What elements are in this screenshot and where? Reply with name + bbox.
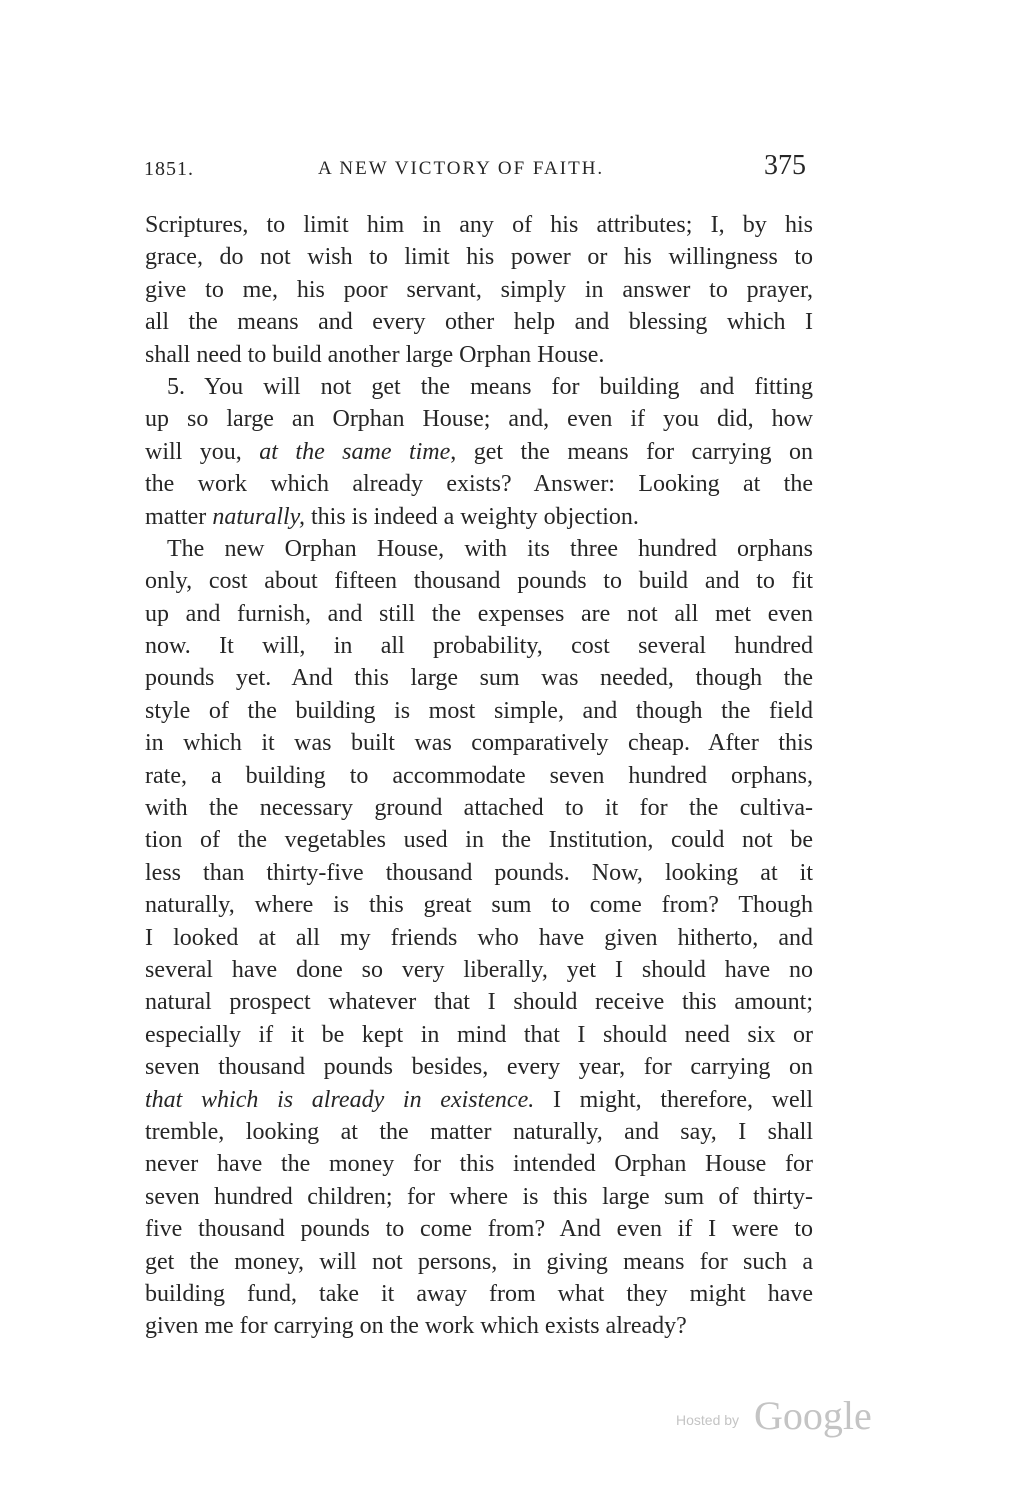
- text-line: [145, 274, 813, 306]
- text-segment: in which it was built was comparatively cheap. After this: [145, 730, 813, 757]
- text-segment: especially if it be kept in mind that I should need six or: [145, 1021, 813, 1048]
- text-segment: this is indeed a weighty objection.: [304, 503, 639, 530]
- text-segment: I looked at all my friends who have given hitherto, and: [145, 924, 813, 951]
- text-segment: The new Orphan House, with its three hundred orphans: [167, 535, 813, 562]
- text-segment: , get the means for carrying on: [450, 438, 813, 465]
- text-segment: get the money, will not persons, in giving means for such a: [145, 1248, 813, 1275]
- text-line: [145, 1116, 813, 1148]
- running-head-year: 1851.: [144, 158, 194, 180]
- text-line: [145, 501, 813, 533]
- text-line: [145, 468, 813, 500]
- text-segment: never have the money for this intended Orphan House for: [145, 1151, 813, 1178]
- italic-text: that which is already in existence.: [145, 1086, 535, 1113]
- text-segment: given me for carrying on the work which exists already?: [145, 1313, 687, 1340]
- text-segment: pounds yet. And this large sum was needed, though the: [145, 665, 813, 692]
- text-segment: Scriptures, to limit him in any of his attributes; I, by his: [145, 212, 813, 238]
- text-segment: with the necessary ground attached to it for the cultiva-: [145, 795, 813, 822]
- text-line: [145, 1278, 813, 1310]
- text-line: [145, 1213, 813, 1245]
- text-segment: less than thirty-five thousand pounds. Now, looking at it: [145, 859, 813, 886]
- text-line: [145, 954, 813, 986]
- text-line: [145, 403, 813, 435]
- text-segment: give to me, his poor servant, simply in answer to prayer,: [145, 276, 813, 303]
- page-number: 375: [764, 150, 806, 181]
- text-segment: several have done so very liberally, yet I should have no: [145, 956, 813, 983]
- text-line: [145, 630, 813, 662]
- text-segment: matter: [145, 503, 213, 530]
- text-segment: only, cost about fifteen thousand pounds to build and to fit: [145, 568, 813, 595]
- text-segment: the work which already exists? Answer: Looking at the: [145, 471, 813, 498]
- text-segment: style of the building is most simple, and though the field: [145, 697, 813, 724]
- text-segment: grace, do not wish to limit his power or his willingness to: [145, 244, 813, 271]
- text-line: [145, 533, 813, 565]
- text-segment: rate, a building to accommodate seven hundred orphans,: [145, 762, 813, 789]
- italic-text: naturally,: [212, 503, 305, 530]
- text-line: [145, 889, 813, 921]
- text-line: [145, 1019, 813, 1051]
- text-line: [145, 371, 813, 403]
- text-line: [145, 1148, 813, 1180]
- text-line: [145, 209, 813, 241]
- text-segment: up and furnish, and still the expenses are not all met even: [145, 600, 813, 627]
- text-segment: up so large an Orphan House; and, even if you did, how: [145, 406, 813, 433]
- text-line: [145, 695, 813, 727]
- text-line: [145, 760, 813, 792]
- text-line: [145, 662, 813, 694]
- watermark-hosted-by: Hosted by: [676, 1412, 740, 1428]
- text-line: [145, 1084, 813, 1116]
- text-line: [145, 857, 813, 889]
- text-line: [145, 1181, 813, 1213]
- italic-text: at the same time: [259, 438, 451, 465]
- text-line: [145, 1246, 813, 1278]
- google-logo: Google: [754, 1393, 872, 1438]
- text-segment: building fund, take it away from what they might have: [145, 1280, 813, 1307]
- text-segment: all the means and every other help and blessing which I: [145, 309, 813, 336]
- body-text: [145, 209, 813, 1343]
- text-line: [145, 986, 813, 1018]
- text-segment: natural prospect whatever that I should receive this amount;: [145, 989, 813, 1016]
- text-line: [145, 727, 813, 759]
- running-head-title: A NEW VICTORY OF FAITH.: [318, 158, 605, 179]
- text-line: [145, 824, 813, 856]
- text-segment: now. It will, in all probability, cost several hundred: [145, 633, 813, 660]
- text-segment: shall need to build another large Orphan House.: [145, 341, 605, 368]
- text-segment: seven hundred children; for where is this large sum of thirty-: [145, 1183, 813, 1210]
- text-line: [145, 1310, 813, 1342]
- text-line: [145, 1051, 813, 1083]
- text-line: [145, 598, 813, 630]
- text-line: [145, 339, 813, 371]
- text-line: [145, 306, 813, 338]
- text-segment: tion of the vegetables used in the Institution, could not be: [145, 827, 813, 854]
- text-segment: five thousand pounds to come from? And even if I were to: [145, 1216, 813, 1243]
- text-segment: tremble, looking at the matter naturally, and say, I shall: [145, 1118, 813, 1145]
- text-line: [145, 565, 813, 597]
- text-segment: will you,: [145, 438, 260, 465]
- text-segment: seven thousand pounds besides, every year, for carrying on: [145, 1054, 813, 1081]
- text-line: [145, 922, 813, 954]
- running-head: [140, 150, 810, 190]
- text-segment: I might, therefore, well: [534, 1086, 814, 1113]
- text-line: [145, 792, 813, 824]
- text-segment: naturally, where is this great sum to come from? Though: [145, 892, 813, 919]
- text-line: [145, 436, 813, 468]
- text-line: [145, 241, 813, 273]
- text-segment: 5. You will not get the means for building and fitting: [167, 373, 813, 400]
